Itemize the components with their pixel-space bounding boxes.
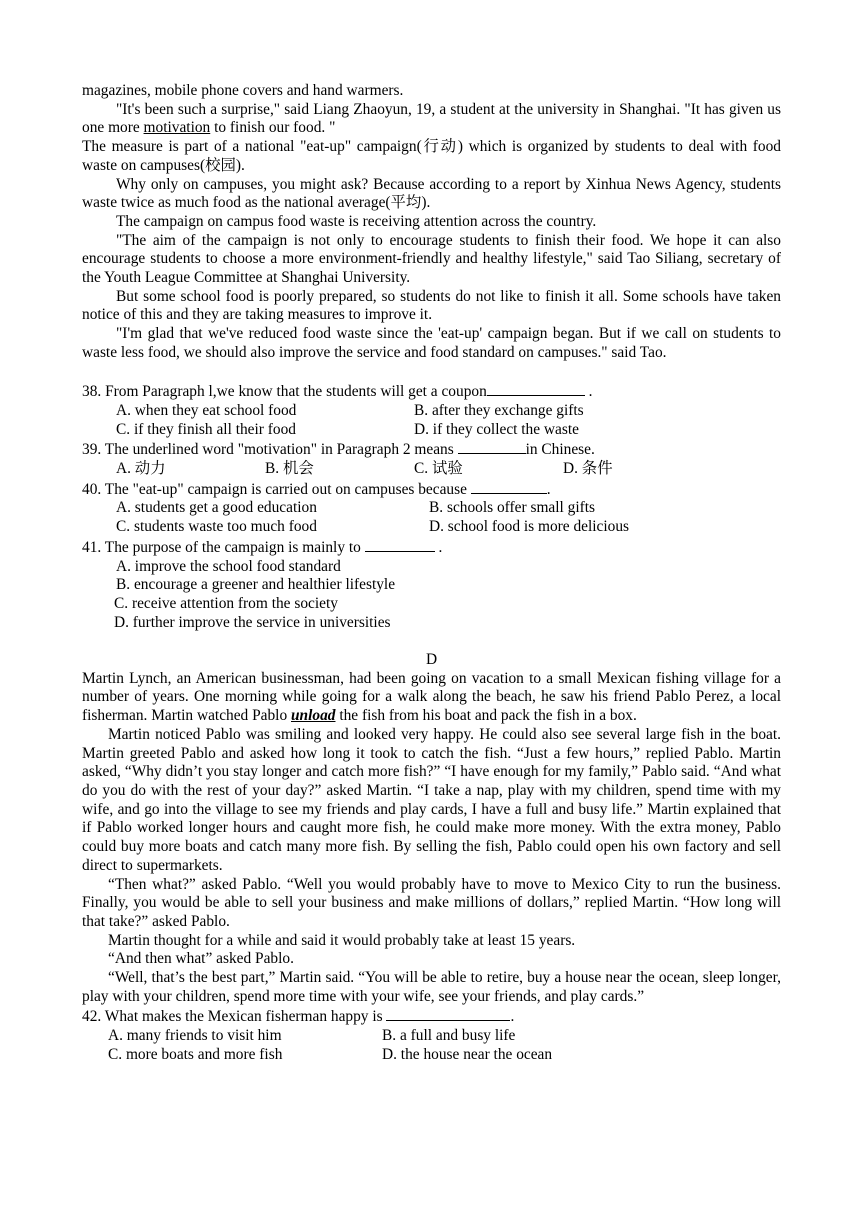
answer-blank (487, 381, 585, 396)
spacer (82, 363, 781, 382)
option: D. the house near the ocean (382, 1045, 553, 1063)
question-stem: 42. What makes the Mexican fisherman happy is . (82, 1008, 515, 1026)
answer-blank (386, 1006, 510, 1021)
option-row (82, 1027, 781, 1046)
option: D. 条件 (563, 460, 613, 478)
passage-paragraph: Martin noticed Pablo was smiling and looked very happy. He could also see several large fish in the boat. Martin greeted Pablo and asked how long it took to catch the fish. “Just a few hours,” replied Pablo. Martin asked, “Why didn’t you stay longer and catch more fish?” “I have enough for my family,” Pablo said. “And what do you do with the rest of your day?” asked Martin. “I take a nap, play with my children, spend time with my wife, and go into the village to see my friends and play cards, I have a full and busy life.” Martin explained that if Pablo worked longer hours and caught more fish, he could make more money. With the extra money, Pablo could buy more boats and catch many more fish. By selling the fish, Pablo could open his own factory and sell direct to supermarkets. (82, 725, 781, 874)
option: A. improve the school food standard (116, 557, 341, 575)
answer-blank (471, 479, 547, 494)
answer-blank (458, 439, 526, 454)
spacer (82, 632, 781, 651)
question-stem: 41. The purpose of the campaign is mainly to . (82, 538, 443, 556)
option: B. a full and busy life (382, 1027, 516, 1045)
passage-paragraph: "The aim of the campaign is not only to encourage students to finish their food. We hope it can also encourage students to choose a more environment-friendly and healthy lifestyle," said Tao Siliang, secretary of the Youth League Committee at Shanghai University. (82, 231, 781, 287)
document-page (82, 82, 781, 1065)
option: C. 试验 (414, 460, 463, 478)
option: C. receive attention from the society (114, 594, 338, 612)
option: A. students get a good education (116, 499, 317, 517)
option-list (82, 558, 781, 633)
option: A. when they eat school food (116, 401, 297, 419)
passage-paragraph: The measure is part of a national "eat-up" campaign(行动) which is organized by students to deal with food waste on campuses(校园). (82, 138, 781, 174)
passage-paragraph: The campaign on campus food waste is receiving attention across the country. (116, 212, 597, 230)
passage-paragraph: Martin thought for a while and said it would probably take at least 15 years. (108, 931, 576, 949)
option: A. 动力 (116, 460, 166, 478)
option-row (82, 499, 781, 518)
underlined-word: unload (291, 707, 336, 725)
option: D. school food is more delicious (429, 518, 630, 536)
option: D. further improve the service in universities (114, 613, 391, 631)
passage-paragraph: Martin Lynch, an American businessman, had been going on vacation to a small Mexican fishing village for a number of years. One morning while going for a walk along the beach, he saw his friend Pablo Perez, a local fisherman. Martin watched Pablo unload the fish from his boat and pack the fish in a box. (82, 669, 781, 725)
option-row (82, 1046, 781, 1065)
passage-paragraph: "I'm glad that we've reduced food waste since the 'eat-up' campaign began. But if we call on students to waste less food, we should also improve the service and food standard on campuses." said Tao. (82, 325, 781, 361)
option-row (82, 518, 781, 537)
option-row (82, 402, 781, 421)
question-stem: 38. From Paragraph l,we know that the students will get a coupon . (82, 383, 593, 401)
passage-paragraph: But some school food is poorly prepared, so students do not like to finish it all. Some schools have taken notice of this and they are taking measures to improve it. (82, 287, 781, 324)
passage-paragraph: “Then what?” asked Pablo. “Well you would probably have to move to Mexico City to run the business. Finally, you would be able to sell your business and make millions of dollars,” replied Martin. “How long will that take?” asked Pablo. (82, 875, 781, 930)
answer-blank (365, 537, 435, 552)
option: C. students waste too much food (116, 518, 317, 536)
passage-paragraph: “Well, that’s the best part,” Martin said. “You will be able to retire, buy a house near the ocean, sleep longer, play with your children, spend more time with your wife, see your friends, and play cards.” (82, 969, 781, 1005)
option: B. after they exchange gifts (414, 401, 584, 419)
passage-line: magazines, mobile phone covers and hand warmers. (82, 82, 404, 99)
option: B. 机会 (265, 460, 314, 478)
passage-paragraph: "It's been such a surprise," said Liang Zhaoyun, 19, a student at the university in Shanghai. "It has given us one more motivation to finish our food. " (82, 100, 781, 137)
option: A. many friends to visit him (108, 1027, 282, 1045)
option: B. encourage a greener and healthier lifestyle (116, 576, 396, 594)
option-row (82, 421, 781, 440)
option: C. if they finish all their food (116, 420, 296, 438)
section-heading: D (425, 651, 438, 669)
underlined-word: motivation (143, 119, 211, 137)
question-stem: 39. The underlined word "motivation" in Paragraph 2 means in Chinese. (82, 441, 595, 459)
option-row (82, 460, 781, 479)
option: D. if they collect the waste (414, 420, 579, 438)
option: B. schools offer small gifts (429, 499, 596, 517)
passage-paragraph: “And then what” asked Pablo. (108, 950, 294, 968)
passage-paragraph: Why only on campuses, you might ask? Because according to a report by Xinhua News Agency, students waste twice as much food as the national average(平均). (82, 175, 781, 212)
option: C. more boats and more fish (108, 1045, 283, 1063)
question-stem: 40. The "eat-up" campaign is carried out on campuses because . (82, 480, 551, 498)
